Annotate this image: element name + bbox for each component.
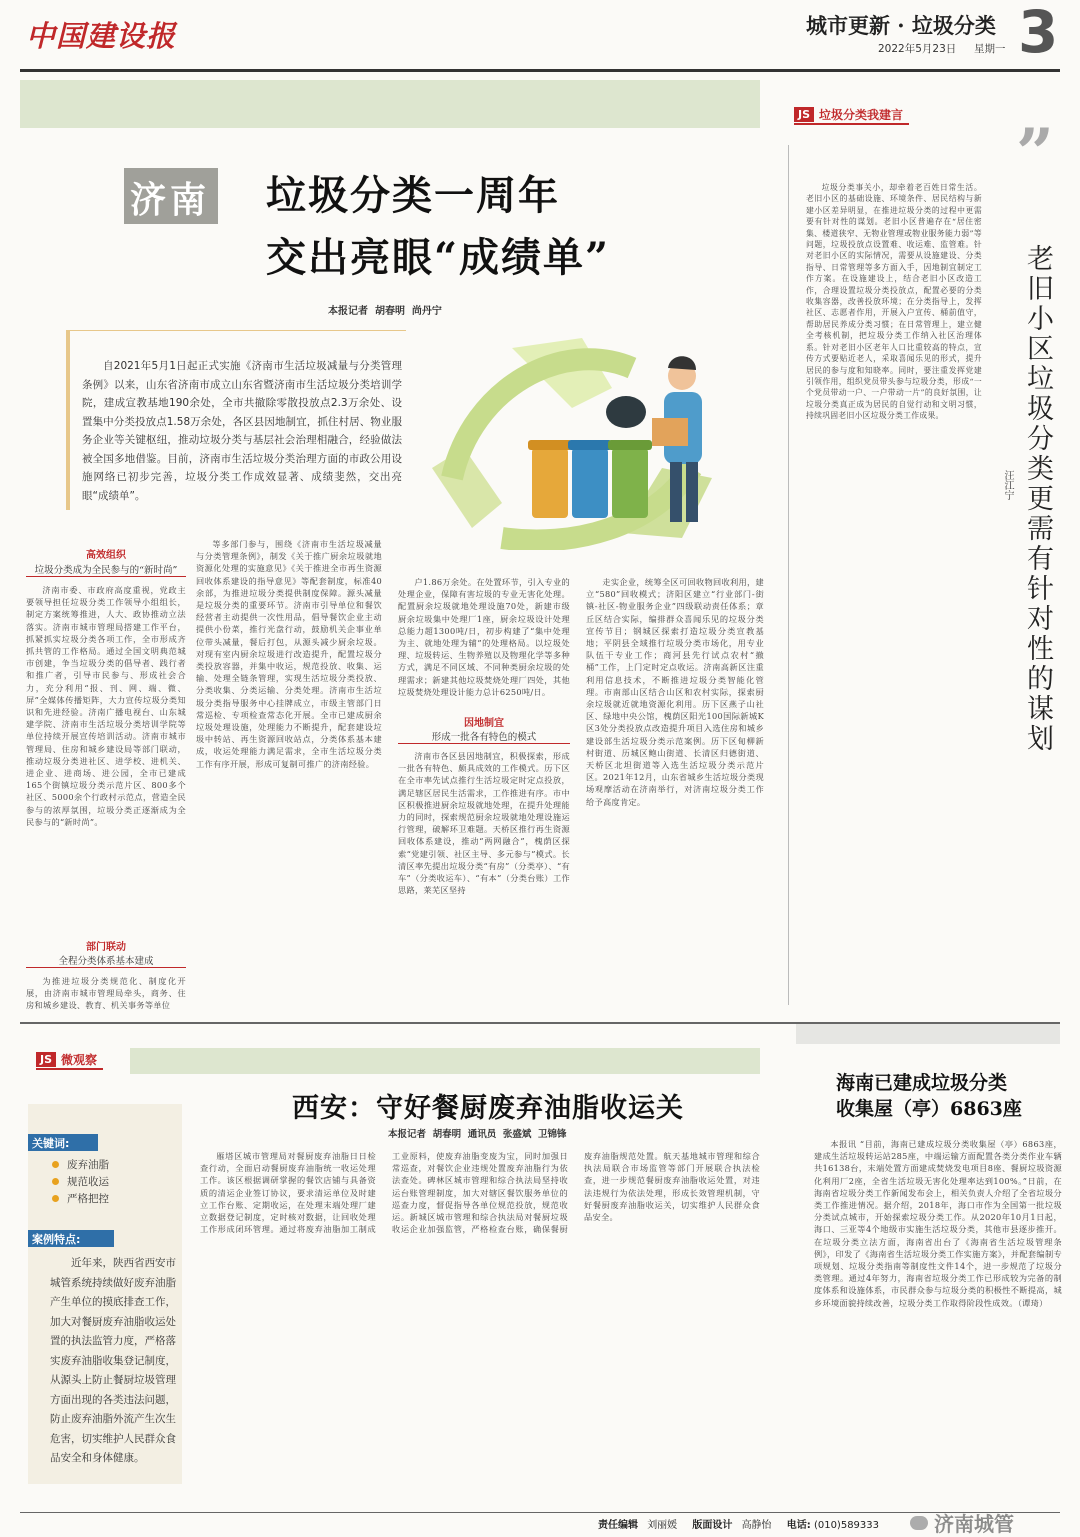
city-badge bbox=[124, 168, 218, 224]
footer bbox=[598, 1516, 879, 1531]
footer-rule bbox=[20, 1512, 1060, 1513]
sec3-heading: 因地制宜 bbox=[464, 718, 504, 729]
sec1-heading: 高效组织 bbox=[86, 550, 126, 561]
side-title: 老旧小区垃圾分类更需有针对性的谋划 bbox=[1022, 244, 1053, 754]
masthead-rule bbox=[20, 69, 1060, 72]
watermark-text: 济南城管 bbox=[934, 1512, 1014, 1536]
xian-header-banner bbox=[130, 1048, 760, 1074]
hainan-title-line2: 收集屋（亭）6863座 bbox=[836, 1098, 1022, 1120]
main-title-line1: 垃圾分类一周年 bbox=[266, 172, 560, 219]
side-text bbox=[806, 182, 982, 1002]
footer-editor: 刘丽媛 bbox=[647, 1520, 678, 1531]
page-number: 3 bbox=[1018, 0, 1059, 66]
footer-phone-label: 电话: bbox=[786, 1520, 811, 1531]
col3-para-b: 济南市各区县因地制宜，积极探索，形成一批各有特色、颇具成效的工作模式。历下区在全市率先试点推行生活垃圾定时定点投放，满足辖区居民生活需求，工作推进有序。市中区积极推进厨余垃圾就地处理，在提升处理能力的同时，探索规范厨余垃圾就地处理设施运行管理，破解环卫难题。天桥区推行再生资源回收体系建设，推动“两网融合”，槐荫区探索“党建引领、社区主导、多元参与”模式。长清区率先提出垃圾分类“有房”（分类亭）、“有车”（分类收运车）、“有本”（分类台账）工作思路，莱芜区坚持 bbox=[398, 751, 570, 896]
footer-design-label: 版面设计 bbox=[692, 1520, 733, 1531]
side-tag bbox=[794, 105, 909, 125]
recycling-illustration bbox=[412, 328, 762, 550]
col1-text-b bbox=[26, 975, 186, 1011]
case-text: 近年来，陕西省西安市城管系统持续做好废弃油脂产生单位的摸底排查工作，加大对餐厨废弃油脂收运处置的执法监管力度，严格落实废弃油脂收集登记制度，从源头上防止餐厨垃圾管理方面出现的各类违法问题，防止废弃油脂外流产生次生危害，切实维护人民群众食品安全和身体健康。 bbox=[50, 1257, 176, 1464]
keyword-bullet bbox=[52, 1195, 59, 1202]
keywords-list bbox=[52, 1156, 109, 1207]
keyword-text: 严格把控 bbox=[67, 1193, 109, 1205]
xian-title: 西安：守好餐厨废弃油脂收运关 bbox=[292, 1093, 684, 1124]
keyword-text: 规范收运 bbox=[67, 1176, 109, 1188]
col3-text-b bbox=[398, 750, 570, 1012]
case-label: 案例特点: bbox=[28, 1230, 114, 1247]
side-quote-mark: ” bbox=[1016, 114, 1054, 192]
watermark bbox=[910, 1508, 1014, 1537]
sec2-subheading: 全程分类体系基本建成 bbox=[26, 953, 186, 968]
keyword-item bbox=[52, 1156, 109, 1173]
xian-para: 雁塔区城市管理局对餐厨废弃油脂日日检查行动，全面启动餐厨废弃油脂统一收运处理工作。该区根据调研掌握的餐饮店铺与具备资质的清运企业签订协议，要求清运单位及时建立工作台账、定期收运，在处理末端处理厂建立数据登记制度，定时核对数据，让回收处理工作形成闭环管理。通过将废弃油脂加工制成工业原料，使废弃油脂变废为宝，同时加强日常巡查，对餐饮企业违规处置废弃油脂行为依法查处。碑林区城市管理和综合执法局坚持收运台账管理制度，加大对辖区餐饮服务单位的巡查力度，督促指导各单位规范投放，规范收运。新城区城市管理和综合执法局对餐厨垃圾收运企业加强监管，严格检查台账，确保餐厨废弃油脂规范处置。航天基地城市管理和综合执法局联合市场监管等部门开展联合执法检查，进一步规范餐厨废弃油脂收运处置，对违法违规行为依法处理，形成长效管理机制，守好餐厨废弃油脂收运关，切实维护人民群众食品安全。 bbox=[200, 1151, 760, 1235]
col2-text bbox=[196, 538, 382, 1012]
lead-text: 自2021年5月1日起正式实施《济南市生活垃圾减量与分类管理条例》以来，山东省济南市成立山东省暨济南市生活垃圾分类培训学院，建成宣教基地190余处，全市共撤除零散投放点2.3万余处、设置集中分类投放点1.58万余处，各区县因地制宜，抓住村居、物业服务企业等关键枢纽，推动垃圾分类与基层社会治理相融合，经验做法被全国多地借鉴。目前，济南市生活垃圾分类治理方面的市政公用设施网络已初步完善，垃圾分类工作成效显著、成绩斐然，交出亮眼“成绩单”。 bbox=[82, 360, 402, 502]
wechat-icon bbox=[910, 1516, 928, 1530]
side-tag-text: 垃圾分类我建言 bbox=[819, 107, 904, 122]
masthead bbox=[0, 0, 1080, 74]
side-para: 垃圾分类事关小，却牵着老百姓日常生活。老旧小区的基础设施、环境条件、居民结构与新建小区差异明显，在推进垃圾分类的过程中更需要有针对性的谋划。老旧小区普遍存在“居住密集、楼道狭窄、无物业管理或物业服务能力弱”等问题，垃圾投放点设置难、收运难、监管难。针对老旧小区的实际情况，需要从设施建设、分类指导、日常管理等多方面入手，因地制宜制定工作方案。在设施建设上，结合老旧小区改造工作，合理设置垃圾分类投放点，配置必要的分类收集容器，改善投放环境；在分类指导上，发挥社区、志愿者作用，开展入户宣传、桶前值守，帮助居民养成分类习惯；在日常管理上，建立健全考核机制，把垃圾分类工作纳入社区治理体系。针对老旧小区老年人口比重较高的特点，宣传方式要贴近老人，采取喜闻乐见的形式，提升居民的参与度和知晓率。同时，要注重发挥党建引领作用，组织党员带头参与垃圾分类，形成“一个党员带动一户、一户带动一片”的良好氛围，让垃圾分类真正成为居民的自觉行动和文明习惯，持续巩固老旧小区垃圾分类工作成果。 bbox=[806, 183, 982, 421]
keyword-item bbox=[52, 1173, 109, 1190]
col4-text bbox=[586, 576, 764, 1012]
main-title-line2: 交出亮眼“成绩单” bbox=[266, 234, 611, 281]
sec3-subheading: 形成一批各有特色的模式 bbox=[398, 729, 570, 744]
main-header-banner bbox=[20, 80, 760, 128]
xian-tag-badge: JS bbox=[36, 1052, 56, 1067]
keywords-label: 关键词: bbox=[28, 1134, 98, 1151]
keyword-bullet bbox=[52, 1178, 59, 1185]
col3-para-a: 户1.86万余处。在处置环节，引入专业的处理企业，保障有害垃圾的专业无害化处理。配置厨余垃圾就地处理设施70处，新建市级厨余垃圾集中处理厂1座，厨余垃圾设计处理总能力超1300吨/日，初步构建了“集中处理为主、就地处理为辅”的处理格局。以垃圾处理、垃圾转运、生物养殖以及物理化学等多种方式，满足不同区域、不同种类厨余垃圾的处理需求；新建其他垃圾焚烧处理厂四处，其他垃圾焚烧处理设计能力总计6250吨/日。 bbox=[398, 577, 570, 697]
col2-para: 等多部门参与，围绕《济南市生活垃圾减量与分类管理条例》，制发《关于推广厨余垃圾就地资源化处理的实施意见》《关于推进全市再生资源回收体系建设的指导意见》等配套制度，标准40余部，为推进垃圾分类提供制度保障。源头减量是垃圾分类的重要环节。济南市引导单位和餐饮经营者主动提供一次性用品，倡导餐饮企业主动提供小份菜，推行光盘行动，鼓励机关企事业单位带头减量，餐后打包，从源头减少厨余垃圾。对现有室内厨余垃圾进行改造提升，配置垃圾分类投放容器，并集中收运，规范投放、收集、运输、处理全链条管理，实现生活垃圾分类投放、分类收集、分类运输、分类处理。济南市生活垃圾分类指导服务中心挂牌成立，市级主管部门日常巡检、专项检查常态化开展。全市已建成厨余垃圾处理设施，处理能力不断提升，配套建设垃圾中转站、再生资源回收站点，分类体系基本建成，收运处理能力满足需求，全市生活垃圾分类工作有序开展，形成可复制可推广的济南经验。 bbox=[196, 539, 382, 769]
sec2-heading: 部门联动 bbox=[86, 942, 126, 953]
xian-sidebar bbox=[28, 1104, 182, 1484]
hainan-title-line1: 海南已建成垃圾分类 bbox=[836, 1072, 1008, 1094]
footer-editor-label: 责任编辑 bbox=[598, 1520, 638, 1531]
col1-para-b: 为推进垃圾分类规范化、制度化开展，由济南市城市管理局牵头，商务、住房和城乡建设、教育、机关事务等单位 bbox=[26, 976, 186, 1011]
lead-box bbox=[66, 330, 406, 510]
issue-date: 2022年5月23日 bbox=[878, 43, 957, 55]
sec1-subheading: 垃圾分类成为全民参与的“新时尚” bbox=[26, 562, 186, 577]
col1-para-a: 济南市委、市政府高度重视，党政主要领导担任垃圾分类工作领导小组组长，制定方案统筹推进，人大、政协推动立法落实。济南市城市管理局搭建工作平台，抓紧抓实垃圾分类各项工作，全市形成齐抓共管的工作格局。通过全国文明典范城市创建，争当垃圾分类的倡导者、践行者和推广者，引导市民参与、形成社会合力，充分利用“报、刊、网、端、微、屏”全媒体传播矩阵，大力宣传垃圾分类知识和先进经验。济南广播电视台、山东城建学院、济南市生活垃圾分类培训学院等单位持续开展宣传培训活动。济南市城市管理局、住房和城乡建设局等部门联动，推动垃圾分类进社区、进学校、进机关、进企业、进商场、进公园，全市已建成165个街镇垃圾分类示范片区、800多个社区、5000余个行政村示范点，营造全民参与的浓厚氛围，垃圾分类正逐渐成为全民参与的“新时尚”。 bbox=[26, 585, 186, 827]
hainan-header-banner bbox=[796, 1024, 1060, 1044]
side-tag-badge: JS bbox=[794, 107, 814, 122]
col4-para: 走实企业，统筹全区可回收物回收利用，建立“580”回收模式；济阳区建立“行业部门-街镇-社区-物业服务企业”四级联动责任体系；章丘区结合实际，编排群众喜闻乐见的垃圾分类宣传节目；钢城区探索打造垃圾分类宣教基地；平阴县全域推行垃圾分类市场化，用专业队伍干专业工作；商河县先行试点农村“撤桶”工作，上门定时定点收运。济南高新区注重利用信息技术，不断推进垃圾分类智能化管理。市南部山区结合山区和农村实际，探索厨余垃圾就近就地资源化利用。历下区燕子山社区、绿地中央公馆，槐荫区阳光100国际新城K区3处分类投放点改造提升项目入选住房和城乡建设部生活垃圾分类示范案例。历下区甸柳新村街道、历城区鲍山街道、长清区归德街道、天桥区北坦街道等入选生活垃圾分类示范片区。2021年12月，山东省城乡生活垃圾分类现场观摩活动在济南举行，对济南垃圾分类工作给予高度肯定。 bbox=[586, 577, 764, 807]
issue-weekday: 星期一 bbox=[974, 43, 1006, 55]
footer-design: 高静怡 bbox=[741, 1520, 772, 1531]
city-name: 济南 bbox=[130, 179, 211, 221]
keyword-item bbox=[52, 1190, 109, 1207]
xian-tag-text: 微观察 bbox=[61, 1052, 98, 1067]
side-author: 汪江宁 bbox=[1002, 470, 1013, 500]
main-byline: 本报记者 胡春明 尚丹宁 bbox=[328, 306, 442, 317]
xian-tag bbox=[36, 1050, 103, 1070]
xian-text bbox=[200, 1150, 760, 1486]
footer-phone: (010)589333 bbox=[813, 1520, 880, 1531]
side-frame bbox=[788, 145, 789, 1005]
keyword-text: 废弃油脂 bbox=[67, 1159, 109, 1171]
hainan-para: 本报讯 “目前，海南已建成垃圾分类收集屋（亭）6863座，建成生活垃圾转运站285座，中端运输方面配置各类分类作业车辆共16138台，末端处置方面建成焚烧发电项目8座、餐厨垃圾资源化利用厂2座，全省生活垃圾无害化处理率达到100%。”日前，在海南省垃圾分类工作新闻发布会上，相关负责人介绍了全省垃圾分类工作推进情况。据介绍，2018年，海口市作为全国第一批垃圾分类试点城市，开始探索垃圾分类工作。从2020年10月1日起，海口、三亚等4个地级市实施生活垃圾分类，其他市县逐步推开。在垃圾分类立法方面，海南省出台了《海南省生活垃圾管理条例》，印发了《海南省生活垃圾分类工作实施方案》，并配套编制专项规划、垃圾分类指南等制度性文件14个，进一步规范了垃圾分类管理。通过4年努力，海南省垃圾分类工作已形成较为完备的制度体系和设施体系，市民群众参与垃圾分类的积极性不断提高，城乡环境面貌持续改善，垃圾分类工作取得阶段性成效。（谭琦） bbox=[814, 1139, 1062, 1308]
section-title: 城市更新 · 垃圾分类 bbox=[806, 13, 996, 38]
xian-byline: 本报记者 胡春明 通讯员 张盛斌 卫锦锋 bbox=[388, 1129, 567, 1140]
col3-text-a bbox=[398, 576, 570, 706]
newspaper-logo: 中国建设报 bbox=[26, 19, 177, 53]
col1-text-a bbox=[26, 584, 186, 934]
hainan-text bbox=[814, 1138, 1062, 1488]
keyword-bullet bbox=[52, 1161, 59, 1168]
